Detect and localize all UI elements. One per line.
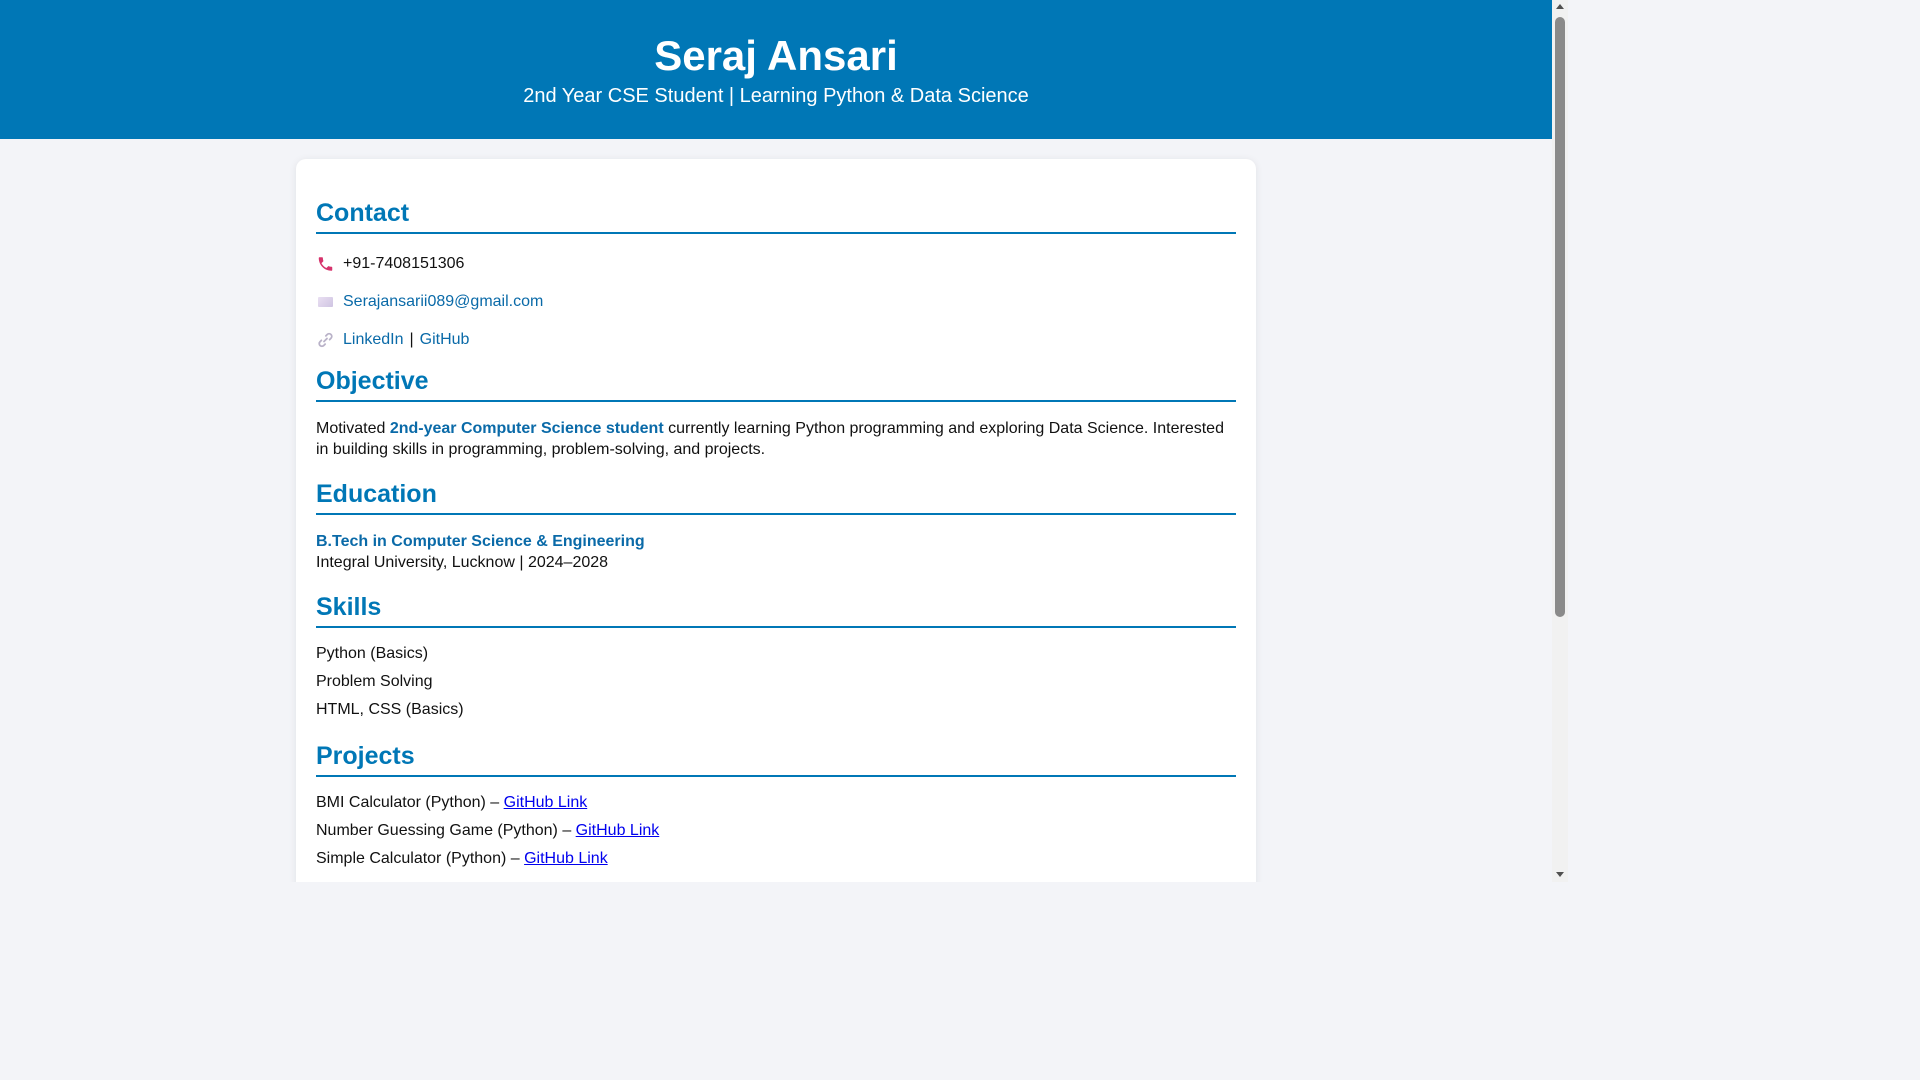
- email-link[interactable]: Serajansarii089@gmail.com: [343, 293, 544, 310]
- project-item: [316, 845, 1236, 873]
- phone-icon: [316, 255, 335, 273]
- scrollbar-down-arrow[interactable]: [1556, 872, 1564, 877]
- objective-section: [316, 365, 1236, 460]
- objective-suffix: currently learning Python programming and exploring Data Science. Interested in building skills in programming, problem-solving, and projects.: [316, 420, 1224, 458]
- skills-title: Skills: [316, 591, 1236, 628]
- project-item: [316, 789, 1236, 817]
- degree: B.Tech in Computer Science & Engineering: [316, 533, 645, 550]
- projects-title: Projects: [316, 740, 1236, 777]
- linkedin-link[interactable]: LinkedIn: [343, 331, 404, 348]
- objective-highlight: 2nd-year Computer Science student: [389, 420, 664, 437]
- skills-section: [316, 591, 1236, 724]
- projects-list: [316, 789, 1236, 873]
- project-github-link[interactable]: GitHub Link: [503, 794, 588, 811]
- phone-row: [316, 253, 1236, 275]
- skills-list: [316, 640, 1236, 724]
- github-link[interactable]: GitHub: [419, 331, 470, 348]
- tagline: 2nd Year CSE Student | Learning Python & Data Science: [523, 85, 1029, 107]
- projects-section: [316, 740, 1236, 873]
- project-github-link[interactable]: GitHub Link: [524, 850, 608, 867]
- skill-item: Problem Solving: [316, 673, 433, 690]
- links-row: [316, 329, 1236, 351]
- envelope-icon: [316, 293, 335, 311]
- link-icon: [316, 331, 335, 349]
- page-header: [0, 0, 1552, 139]
- contact-title: Contact: [316, 197, 1236, 234]
- scrollbar-up-arrow[interactable]: [1556, 4, 1564, 9]
- objective-prefix: Motivated: [316, 420, 390, 437]
- project-github-link[interactable]: GitHub Link: [575, 822, 660, 839]
- scrollbar[interactable]: [1552, 0, 1568, 882]
- project-name: Number Guessing Game (Python) –: [316, 822, 576, 839]
- skill-item: HTML, CSS (Basics): [316, 701, 464, 718]
- education-title: Education: [316, 478, 1236, 515]
- institution: Integral University, Lucknow | 2024–2028: [316, 554, 609, 571]
- project-item: [316, 817, 1236, 845]
- project-name: BMI Calculator (Python) –: [316, 794, 504, 811]
- objective-text: [316, 418, 1236, 460]
- contact-section: [316, 197, 1236, 351]
- email-row: [316, 291, 1236, 313]
- link-separator: |: [409, 331, 414, 348]
- education-section: [316, 478, 1236, 573]
- person-name: Seraj Ansari: [654, 32, 898, 79]
- objective-title: Objective: [316, 365, 1236, 402]
- skill-item: Python (Basics): [316, 645, 429, 662]
- scrollbar-thumb[interactable]: [1555, 17, 1565, 617]
- phone-number: +91-7408151306: [343, 255, 465, 272]
- project-name: Simple Calculator (Python) –: [316, 850, 525, 867]
- resume-card: [296, 159, 1256, 882]
